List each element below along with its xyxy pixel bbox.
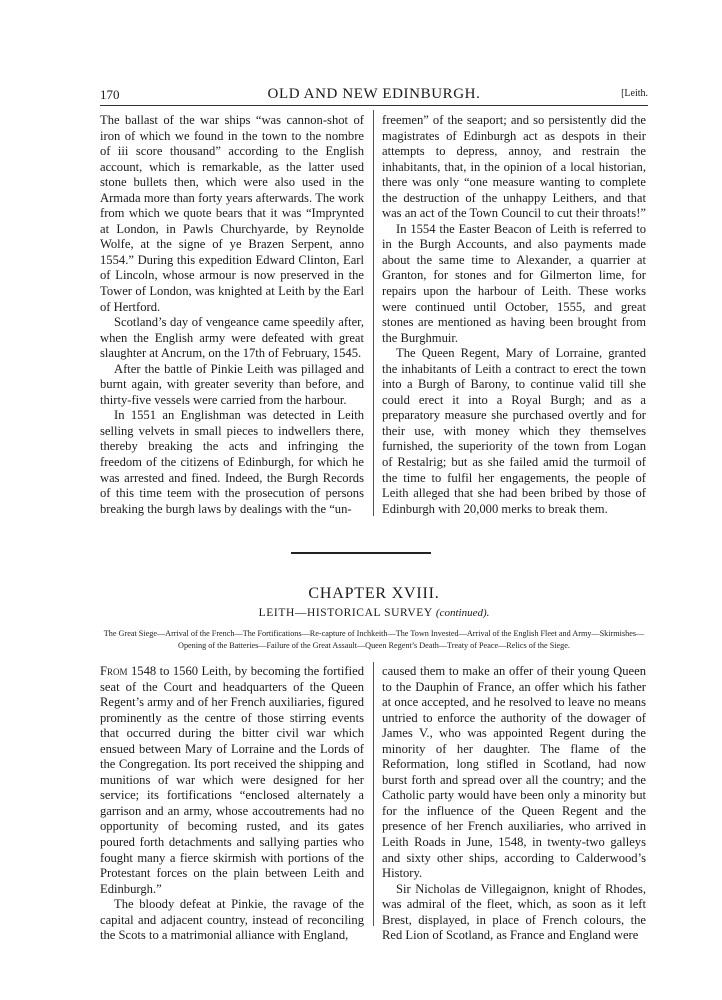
paragraph-text: 1548 to 1560 Leith, by becoming the fortified seat of the Court and headquarters of the Queen Regent’s army and of her French auxiliaries, figured prominently as the centre of those stirring events that occurred during the bitter civil war which ensued between Mary of Lorraine and the Lords of the Congregation. Its port received the shipping and munitions of war which were designed for her service; its fortifications “enclosed alternately a garrison and an army, whose accoutrements had no opportunity of becoming rusted, and its gates poured forth detachments and sallying parties who fought many a fierce skirmish with portions of the Protestant forces on the plain between Leith and Edinburgh.” (100, 664, 364, 896)
column-divider (373, 662, 374, 926)
lower-left-column (100, 664, 364, 944)
upper-left-column (100, 113, 364, 517)
running-section: [Leith. (621, 88, 648, 99)
chapter-title (100, 607, 648, 619)
upper-right-column (382, 113, 646, 517)
header-rule (100, 105, 648, 106)
running-title: OLD AND NEW EDINBURGH. (267, 86, 481, 102)
chapter-heading: CHAPTER XVIII. (308, 585, 440, 602)
paragraph: After the battle of Pinkie Leith was pillaged and burnt again, with greater severity than before, and thirty-five vessels were carried from the harbour. (100, 361, 364, 407)
column-divider (373, 110, 374, 516)
section-divider (291, 552, 431, 554)
paragraph: Scotland’s day of vengeance came speedily after, when the English army were defeated with great slaughter at Ancrum, on the 17th of February, 1545. (100, 315, 364, 361)
paragraph: In 1554 the Easter Beacon of Leith is referred to in the Burgh Accounts, and also payments made about the same time to Alexander, a quarrier at Granton, for stones and for Gilmerton lime, for repairs upon the harbour of Leith. These works were continued until October, 1555, and great stones are mentioned as having been brought from the Burghmuir. (382, 221, 646, 345)
running-header (100, 87, 648, 105)
chapter-title-text: LEITH—HISTORICAL SURVEY (258, 607, 433, 619)
page-number: 170 (100, 87, 120, 102)
lower-right-column (382, 664, 646, 944)
paragraph: The bloody defeat at Pinkie, the ravage of the capital and adjacent country, instead of reconciling the Scots to a matrimonial alliance with England, (100, 897, 364, 943)
paragraph: freemen” of the seaport; and so persistently did the magistrates of Edinburgh act as despots in their attempts to depress, annoy, and restrain the inhabitants, that, in the opinion of a local historian, there was only “one measure wanting to complete the destruction of the unhappy Leithers, and that was an act of the Town Council to cut their throats!” (382, 113, 646, 221)
lead-word: From (100, 664, 128, 678)
paragraph: caused them to make an offer of their young Queen to the Dauphin of France, an offer which his father at once accepted, and he resolved to leave no means untried to enforce the authority of the dowager of James V., who was appointed Regent during the minority of her daughter. The flame of the Reformation, long stifled in Scotland, had now burst forth and spread over all the country; and the Catholic party would have been only a minority but for the influence of the Queen Regent and the presence of her French auxiliaries, who arrived in Leith Roads in June, 1548, in twenty-two galleys and sixty other ships, according to Calderwood’s History. (382, 664, 646, 881)
paragraph: In 1551 an Englishman was detected in Leith selling velvets in small pieces to indwellers there, thereby breaking the acts and infringing the freedom of the citizens of Edinburgh, for which he was arrested and fined. Indeed, the Burgh Records of this time teem with the prosecution of persons breaking the burgh laws by dealings with the “un- (100, 408, 364, 516)
chapter-title-suffix: (continued). (435, 607, 490, 619)
chapter-synopsis: The Great Siege—Arrival of the French—The Fortifications—Re-capture of Inchkeith—The Town Invested—Arrival of the English Fleet and Army—Skirmishes—Opening of the Batteries—Failure of the Great Assault—Queen Regent’s Death—Treaty of Peace—Relics of the Siege. (103, 629, 645, 650)
paragraph: The Queen Regent, Mary of Lorraine, granted the inhabitants of Leith a contract to erect the town into a Burgh of Barony, to continue valid till she could erect it into a Royal Burgh; and as a preparatory measure she purchased overtly and for their use, with money which they themselves furnished, the superiority of the town from Logan of Restalrig; but as she failed amid the turmoil of the time to fulfil her engagements, the people of Leith alleged that she had been bribed by those of Edinburgh with 20,000 merks to break them. (382, 346, 646, 516)
paragraph: Sir Nicholas de Villegaignon, knight of Rhodes, was admiral of the fleet, which, as soon as it left Brest, displayed, in place of French colours, the Red Lion of Scotland, as France and England were (382, 881, 646, 943)
paragraph: The ballast of the war ships “was cannon-shot of iron of which we found in the town to the nombre of iii score thousand” according to the English account, which is remarkable, as the latter used stone bullets then, which were also used in the Armada more than forty years afterwards. The work from which we quote bears that it was “Imprynted at London, in Pawls Churchyarde, by Reynolde Wolfe, at the signe of ye Brazen Serpent, anno 1554.” During this expedition Edward Clinton, Earl of Lincoln, whose armour is now preserved in the Tower of London, was knighted at Leith by the Earl of Hertford. (100, 113, 364, 314)
paragraph (100, 664, 364, 897)
